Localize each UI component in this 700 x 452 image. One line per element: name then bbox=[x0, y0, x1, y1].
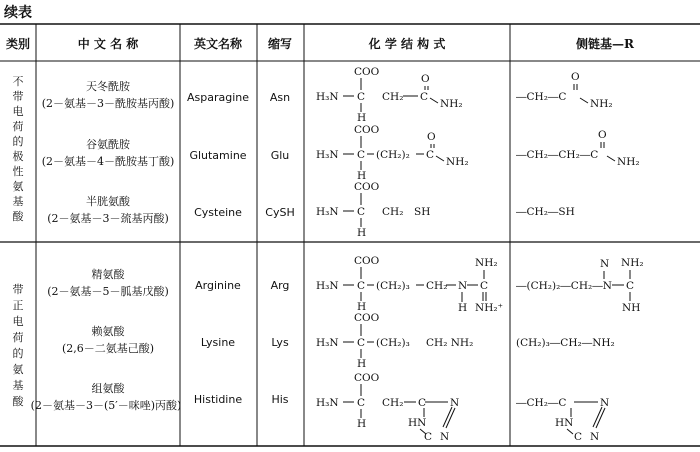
svg-text:基: 基 bbox=[12, 195, 24, 208]
row-histidine bbox=[31, 381, 289, 412]
svg-text:―CH₂―C: ―CH₂―C bbox=[516, 91, 567, 103]
svg-text:的: 的 bbox=[12, 135, 24, 148]
svg-text:带: 带 bbox=[12, 283, 24, 296]
abbr: Lys bbox=[271, 336, 289, 349]
svg-text:COO: COO bbox=[354, 66, 380, 78]
header-structure: 化 学 结 构 式 bbox=[368, 37, 446, 51]
svg-text:C: C bbox=[626, 280, 635, 292]
svg-text:N: N bbox=[600, 258, 610, 270]
sidechain-arginine bbox=[516, 257, 644, 314]
svg-text:不: 不 bbox=[12, 75, 24, 88]
svg-text:HN: HN bbox=[408, 417, 427, 429]
svg-text:酸: 酸 bbox=[12, 210, 24, 223]
svg-text:H₃N: H₃N bbox=[316, 397, 339, 409]
svg-text:O: O bbox=[571, 71, 580, 83]
cn-systematic: (2－氨基－4－酰胺基丁酸) bbox=[41, 155, 175, 168]
svg-text:N: N bbox=[458, 280, 468, 292]
svg-text:CH₂: CH₂ bbox=[382, 206, 404, 218]
svg-text:基: 基 bbox=[12, 379, 24, 392]
svg-text:C: C bbox=[357, 280, 366, 292]
svg-text:HN: HN bbox=[555, 417, 574, 429]
cn-name: 精氨酸 bbox=[91, 268, 125, 281]
svg-text:H: H bbox=[357, 170, 367, 182]
svg-text:―(CH₂)₂―CH₂―N: ―(CH₂)₂―CH₂―N bbox=[516, 280, 612, 292]
svg-text:N: N bbox=[450, 397, 460, 409]
table-caption: 续表 bbox=[4, 5, 32, 21]
header-abbr: 缩写 bbox=[267, 37, 293, 51]
sidechain-lysine bbox=[516, 337, 615, 349]
svg-text:NH: NH bbox=[622, 302, 641, 314]
cn-name: 组氨酸 bbox=[91, 382, 125, 395]
svg-text:N: N bbox=[590, 431, 600, 443]
abbr: His bbox=[271, 393, 289, 406]
header-en-name: 英文名称 bbox=[193, 37, 243, 51]
header-side-chain: 侧链基—R bbox=[576, 37, 634, 51]
svg-text:N: N bbox=[600, 397, 610, 409]
row-arginine bbox=[47, 267, 289, 298]
svg-text:―CH₂―SH: ―CH₂―SH bbox=[516, 206, 575, 218]
svg-text:H: H bbox=[357, 301, 367, 313]
svg-text:COO: COO bbox=[354, 372, 380, 384]
svg-text:C: C bbox=[357, 149, 366, 161]
svg-text:COO: COO bbox=[354, 181, 380, 193]
svg-text:NH₂: NH₂ bbox=[617, 156, 640, 168]
structure-arginine bbox=[316, 255, 503, 314]
svg-text:C: C bbox=[424, 431, 433, 443]
svg-text:NH₂: NH₂ bbox=[621, 257, 644, 269]
svg-text:SH: SH bbox=[414, 206, 431, 218]
abbr: Arg bbox=[270, 279, 290, 292]
svg-text:H₃N: H₃N bbox=[316, 206, 339, 218]
svg-text:C: C bbox=[357, 397, 366, 409]
svg-text:C: C bbox=[357, 206, 366, 218]
svg-text:COO: COO bbox=[354, 312, 380, 324]
category-positive bbox=[13, 282, 25, 408]
svg-text:荷: 荷 bbox=[12, 331, 24, 344]
en-name: Lysine bbox=[200, 336, 236, 349]
cn-systematic: (2－氨基－3－(5′－咪唑)丙酸) bbox=[30, 399, 182, 412]
svg-text:NH₂⁺: NH₂⁺ bbox=[475, 302, 504, 314]
en-name: Histidine bbox=[193, 393, 243, 406]
svg-text:H: H bbox=[458, 302, 468, 314]
svg-text:NH₂: NH₂ bbox=[475, 257, 498, 269]
svg-text:荷: 荷 bbox=[12, 120, 24, 133]
cn-systematic: (2－氨基－3－酰胺基丙酸) bbox=[41, 97, 175, 110]
svg-text:性: 性 bbox=[12, 165, 24, 178]
en-name: Asparagine bbox=[186, 91, 250, 104]
svg-text:CH₂: CH₂ bbox=[426, 280, 448, 292]
svg-text:H₃N: H₃N bbox=[316, 91, 339, 103]
header-cn-name: 中 文 名 称 bbox=[77, 37, 139, 51]
svg-text:N: N bbox=[440, 431, 450, 443]
svg-text:C: C bbox=[357, 91, 366, 103]
svg-text:的: 的 bbox=[12, 347, 24, 360]
structure-asparagine bbox=[316, 66, 463, 124]
abbr: CySH bbox=[265, 206, 295, 219]
structure-glutamine bbox=[316, 124, 469, 182]
svg-text:―CH₂―CH₂―C: ―CH₂―CH₂―C bbox=[516, 149, 599, 161]
svg-text:电: 电 bbox=[12, 105, 24, 118]
structure-lysine bbox=[316, 312, 473, 370]
svg-text:H: H bbox=[357, 358, 367, 370]
svg-text:C: C bbox=[420, 91, 429, 103]
cn-name: 赖氨酸 bbox=[91, 325, 125, 338]
svg-text:H₃N: H₃N bbox=[316, 337, 339, 349]
svg-text:COO: COO bbox=[354, 124, 380, 136]
svg-text:电: 电 bbox=[12, 315, 24, 328]
structure-cysteine bbox=[316, 181, 430, 239]
row-asparagine bbox=[42, 79, 290, 110]
svg-text:COO: COO bbox=[354, 255, 380, 267]
svg-text:NH₂: NH₂ bbox=[446, 156, 469, 168]
abbr: Glu bbox=[270, 149, 290, 162]
svg-text:酸: 酸 bbox=[12, 395, 24, 408]
svg-text:O: O bbox=[598, 129, 607, 141]
svg-text:带: 带 bbox=[12, 90, 24, 103]
svg-text:(CH₂)₃: (CH₂)₃ bbox=[376, 280, 410, 292]
sidechain-glutamine bbox=[516, 129, 640, 168]
svg-text:C: C bbox=[426, 149, 435, 161]
svg-text:CH₂: CH₂ bbox=[382, 397, 404, 409]
svg-text:氨: 氨 bbox=[12, 180, 24, 193]
svg-text:NH₂: NH₂ bbox=[440, 98, 463, 110]
sidechain-histidine bbox=[516, 397, 609, 443]
svg-text:H₃N: H₃N bbox=[316, 149, 339, 161]
svg-text:极: 极 bbox=[12, 150, 24, 163]
cn-systematic: (2,6－二氨基己酸) bbox=[61, 342, 155, 355]
abbr: Asn bbox=[269, 91, 291, 104]
svg-text:C: C bbox=[574, 431, 583, 443]
cn-systematic: (2－氨基－3－巯基丙酸) bbox=[47, 212, 169, 225]
svg-text:C: C bbox=[480, 280, 489, 292]
svg-text:正: 正 bbox=[12, 299, 24, 312]
sidechain-cysteine bbox=[516, 206, 575, 218]
cn-name: 半胱氨酸 bbox=[86, 195, 130, 208]
svg-text:(CH₂)₃: (CH₂)₃ bbox=[376, 337, 410, 349]
svg-text:CH₂ NH₂: CH₂ NH₂ bbox=[426, 337, 474, 349]
svg-text:O: O bbox=[427, 131, 436, 143]
svg-text:H: H bbox=[357, 418, 367, 430]
svg-text:H: H bbox=[357, 112, 367, 124]
row-glutamine bbox=[42, 137, 290, 168]
structure-histidine bbox=[316, 372, 459, 443]
en-name: Glutamine bbox=[189, 149, 247, 162]
svg-text:H: H bbox=[357, 227, 367, 239]
svg-text:C: C bbox=[418, 397, 427, 409]
svg-text:H₃N: H₃N bbox=[316, 280, 339, 292]
header-category: 类别 bbox=[5, 37, 31, 51]
cn-systematic: (2－氨基－5－胍基戊酸) bbox=[47, 285, 169, 298]
svg-text:―CH₂―C: ―CH₂―C bbox=[516, 397, 567, 409]
svg-text:C: C bbox=[357, 337, 366, 349]
svg-text:CH₂: CH₂ bbox=[382, 91, 404, 103]
svg-text:O: O bbox=[421, 73, 430, 85]
cn-name: 谷氨酰胺 bbox=[86, 138, 130, 151]
cn-name: 天冬酰胺 bbox=[86, 80, 130, 93]
row-cysteine bbox=[47, 194, 295, 225]
sidechain-asparagine bbox=[516, 71, 613, 110]
category-nonpolar bbox=[13, 75, 25, 223]
svg-text:(CH₂)₃―CH₂―NH₂: (CH₂)₃―CH₂―NH₂ bbox=[516, 337, 615, 349]
svg-text:(CH₂)₂: (CH₂)₂ bbox=[376, 149, 410, 161]
en-name: Cysteine bbox=[194, 206, 242, 219]
svg-text:NH₂: NH₂ bbox=[590, 98, 613, 110]
row-lysine bbox=[62, 324, 289, 355]
svg-text:氨: 氨 bbox=[12, 363, 24, 376]
en-name: Arginine bbox=[195, 279, 241, 292]
